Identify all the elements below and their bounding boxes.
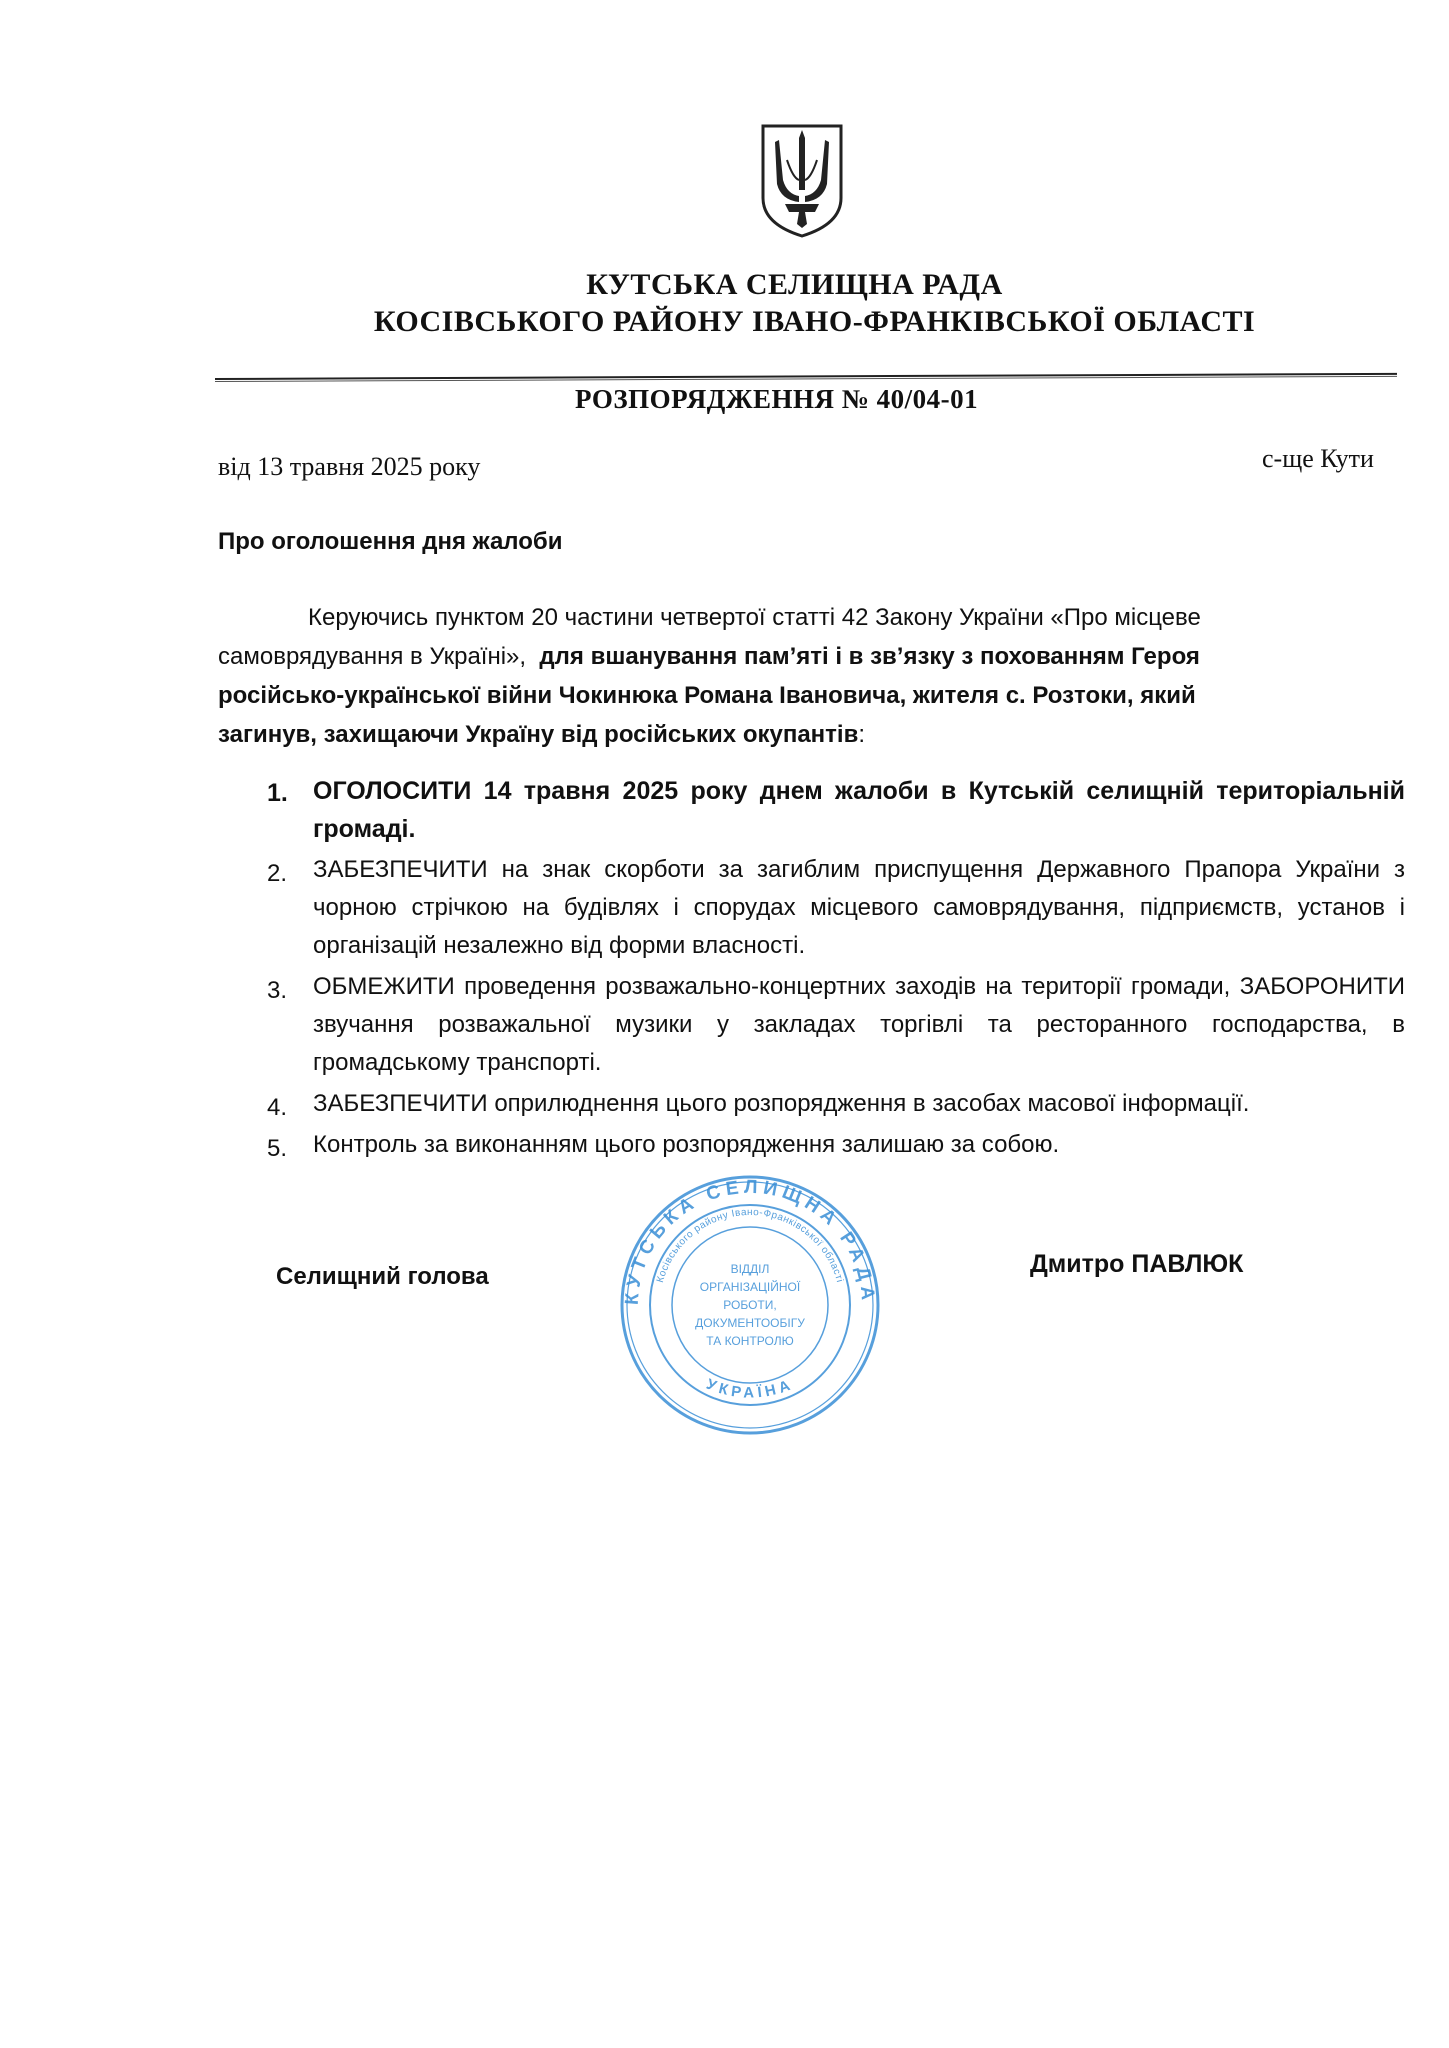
list-item bbox=[255, 851, 1405, 965]
item-number: 4. bbox=[267, 1094, 288, 1121]
official-seal-icon bbox=[615, 1170, 885, 1440]
item-number: 3. bbox=[267, 977, 288, 1004]
item-text: ЗАБЕЗПЕЧИТИ на знак скорботи за загиблим приспущення Державного Прапора України з чорною стрічкою на будівлях і спорудах місцевого самоврядування, підприємств, установ і організацій незалежно від форми власності. bbox=[313, 856, 1405, 959]
item-number: 1. bbox=[267, 779, 288, 807]
trident-emblem-icon bbox=[757, 120, 847, 240]
seal-center-line: ТА КОНТРОЛЮ bbox=[706, 1334, 794, 1348]
preamble bbox=[218, 598, 1398, 754]
preamble-line bbox=[218, 637, 1398, 676]
preamble-text: самоврядування в Україні», bbox=[218, 643, 527, 670]
decree-place: с-ще Кути bbox=[1262, 444, 1374, 473]
organization-name: КУТСЬКА СЕЛИЩНА РАДА bbox=[586, 268, 1003, 301]
preamble-bold-text: для вшанування пам’яті і в зв’язку з похованням Героя bbox=[539, 643, 1200, 670]
list-item bbox=[255, 1126, 1405, 1164]
seal-outer-text: КУТСЬКА СЕЛИЩНА РАДА bbox=[621, 1176, 879, 1306]
decree-title: РОЗПОРЯДЖЕННЯ № 40/04-01 bbox=[575, 384, 979, 414]
seal-center-line: ОРГАНІЗАЦІЙНОЇ bbox=[699, 1280, 801, 1294]
preamble-bold-text: російсько-української війни Чокинюка Романа Івановича, жителя с. Розтоки, який bbox=[218, 682, 1196, 709]
item-text: ОБМЕЖИТИ проведення розважально-концертних заходів на території громади, ЗАБОРОНИТИ звучання розважальної музики у закладах торгівлі та ресторанного господарства, в громадському транспорті. bbox=[313, 973, 1405, 1076]
signatory-name: Дмитро ПАВЛЮК bbox=[1030, 1250, 1244, 1278]
preamble-line: Керуючись пунктом 20 частини четвертої статті 42 Закону України «Про місцеве bbox=[308, 604, 1201, 631]
item-text: Контроль за виконанням цього розпорядження залишаю за собою. bbox=[313, 1131, 1060, 1158]
seal-inner-text: Косівського району Івано-Франківської області bbox=[654, 1206, 846, 1284]
seal-center-line: РОБОТИ, bbox=[723, 1298, 777, 1312]
organization-region: КОСІВСЬКОГО РАЙОНУ ІВАНО-ФРАНКІВСЬКОЇ ОБЛАСТІ bbox=[373, 305, 1256, 338]
preamble-line bbox=[218, 715, 1398, 754]
preamble-text: : bbox=[858, 721, 866, 748]
list-item bbox=[255, 1085, 1405, 1123]
list-item bbox=[255, 968, 1405, 1082]
seal-bottom-text: УКРАЇНА bbox=[703, 1375, 797, 1402]
item-text: ЗАБЕЗПЕЧИТИ оприлюднення цього розпорядження в засобах масової інформації. bbox=[313, 1090, 1250, 1117]
preamble-line bbox=[218, 676, 1398, 715]
preamble-bold-text: загинув, захищаючи Україну від російських окупантів bbox=[218, 721, 859, 748]
svg-text:УКРАЇНА bbox=[704, 1376, 796, 1402]
seal-center-line: ДОКУМЕНТООБІГУ bbox=[695, 1316, 805, 1330]
decree-subject: Про оголошення дня жалоби bbox=[218, 528, 563, 555]
item-number: 5. bbox=[267, 1135, 288, 1162]
item-number: 2. bbox=[267, 860, 288, 887]
list-item bbox=[255, 772, 1405, 848]
signatory-role: Селищний голова bbox=[276, 1263, 489, 1290]
seal-center-line: ВІДДІЛ bbox=[730, 1262, 770, 1276]
decree-items-list bbox=[255, 772, 1405, 1167]
decree-date: від 13 травня 2025 року bbox=[218, 452, 481, 481]
item-text: ОГОЛОСИТИ 14 травня 2025 року днем жалоби в Кутській селищній територіальній громаді. bbox=[313, 777, 1405, 843]
